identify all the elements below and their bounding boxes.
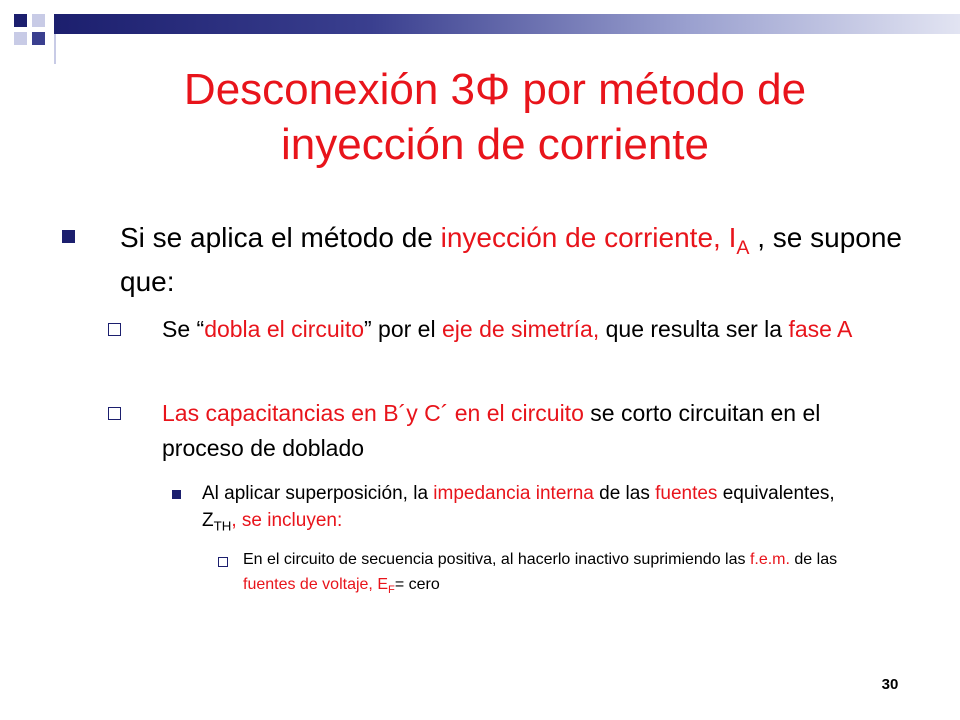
square-bullet-icon	[62, 230, 75, 243]
highlight-text: Las capacitancias en B´y C´ en el circuito	[162, 400, 584, 426]
square-bullet-icon	[172, 490, 181, 499]
text: de las	[789, 551, 838, 568]
decorative-square	[14, 14, 27, 27]
highlight-text: fuentes	[655, 483, 718, 504]
title-line-2: inyección de corriente	[280, 120, 709, 169]
subscript: A	[736, 236, 750, 259]
header-gradient-bar	[54, 14, 960, 34]
hollow-square-bullet-icon	[108, 323, 121, 336]
text: equivalentes, Z	[202, 483, 835, 531]
highlight-text: , I	[713, 222, 737, 253]
text: , se supone que:	[120, 222, 902, 297]
highlight-text: impedancia interna	[433, 483, 594, 504]
text: Se “	[162, 316, 205, 342]
subscript: F	[387, 583, 395, 596]
decorative-square	[14, 32, 27, 45]
highlight-text: fuentes de voltaje, E	[243, 576, 388, 593]
text: que resulta ser la	[599, 316, 789, 342]
hollow-square-bullet-icon	[108, 407, 121, 420]
highlight-text: f.e.m.	[749, 551, 790, 568]
bullet-level1	[120, 216, 920, 304]
highlight-text: , se incluyen:	[231, 510, 343, 531]
text: = cero	[394, 576, 440, 593]
bullet-level3	[202, 480, 862, 534]
text: En el circuito de secuencia positiva, al hacerlo inactivo suprimiendo las	[243, 551, 750, 568]
text: de las	[593, 483, 656, 504]
bullet-level2	[162, 396, 902, 466]
text: ” por el	[364, 316, 442, 342]
hollow-square-bullet-icon	[218, 557, 228, 567]
text: Al aplicar superposición, la	[202, 483, 434, 504]
decorative-line	[54, 34, 56, 64]
highlight-text: dobla el circuito	[204, 316, 364, 342]
bullet-level2	[162, 312, 882, 347]
decorative-square	[32, 14, 45, 27]
title-line-1: Desconexión 3Φ por método de	[183, 65, 807, 114]
bullet-level4	[243, 547, 873, 597]
slide-title	[70, 62, 920, 172]
page-number: 30	[881, 676, 899, 693]
highlight-text: eje de simetría,	[441, 316, 600, 342]
highlight-text: inyección de corriente	[440, 222, 714, 253]
subscript: TH	[213, 518, 232, 534]
decorative-square	[32, 32, 45, 45]
text: Si se aplica el método de	[120, 222, 441, 253]
text: se corto circuitan en el proceso de doblado	[162, 400, 821, 461]
highlight-text: fase A	[788, 316, 853, 342]
